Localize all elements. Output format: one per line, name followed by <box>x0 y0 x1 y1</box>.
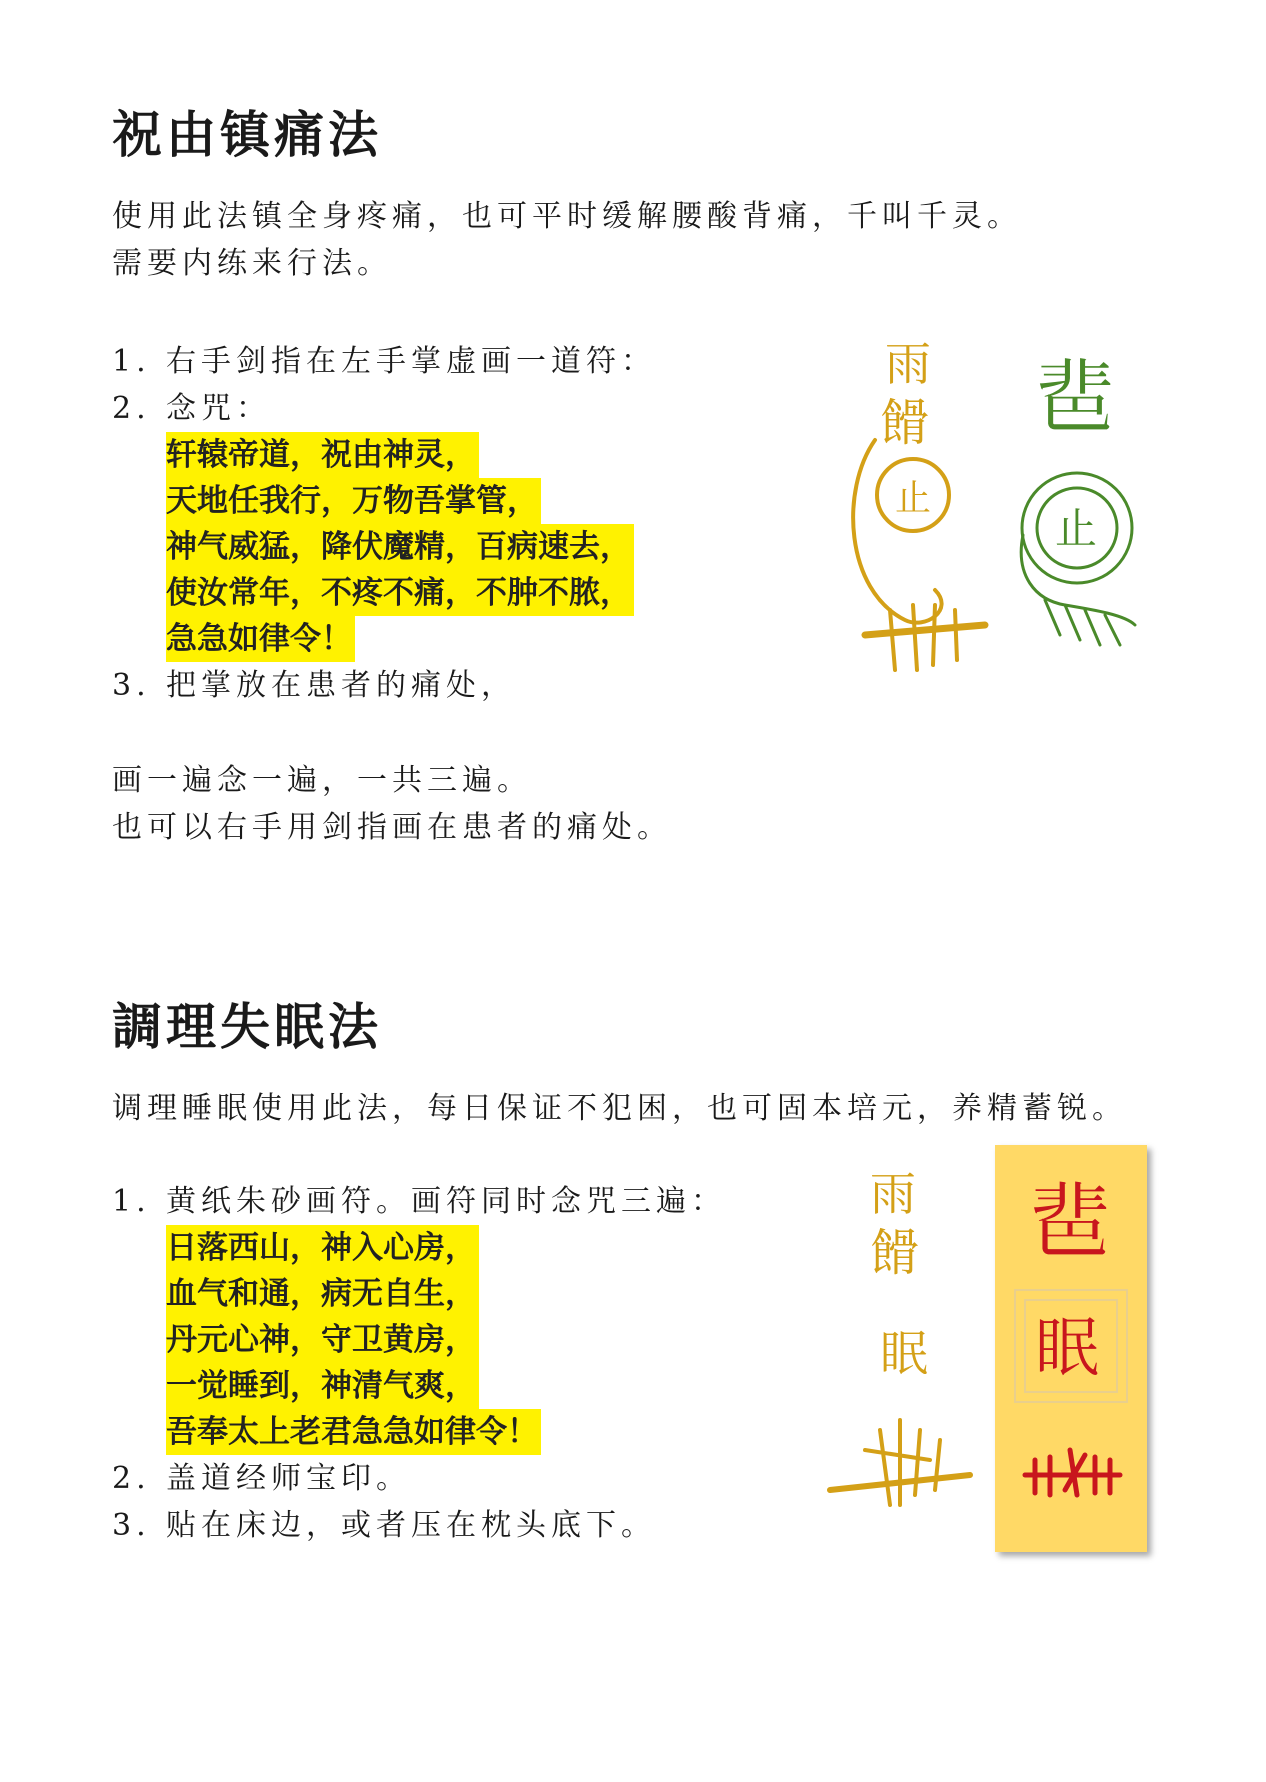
talisman-glyph: 止 <box>895 478 932 519</box>
intro-paragraph <box>112 1085 1127 1132</box>
outro-paragraph <box>112 757 672 851</box>
mantra-line: 使汝常年，不疼不痛，不肿不脓， <box>166 570 634 616</box>
talisman-glyph: 餶 <box>870 1224 920 1282</box>
section-title: 調理失眠法 <box>112 997 382 1056</box>
list-item: 3. 贴在床边，或者压在枕头底下。 <box>112 1508 656 1543</box>
mantra-line: 丹元心神，守卫黄房， <box>166 1317 479 1363</box>
steps-list <box>112 1178 726 1549</box>
mantra-line: 一觉睡到，神清气爽， <box>166 1363 479 1409</box>
outro-line: 画一遍念一遍，一共三遍。 <box>112 763 532 798</box>
talisman-glyph: 眠 <box>880 1326 929 1382</box>
talisman-gold-icon <box>820 1160 990 1520</box>
talisman-glyph: 止 <box>1055 504 1098 553</box>
talisman-glyph: 雨 <box>870 1167 916 1221</box>
list-item: 2. 念咒： <box>112 391 271 426</box>
mantra-block <box>112 1225 726 1455</box>
intro-line: 调理睡眠使用此法，每日保证不犯困，也可固本培元，养精蓄锐。 <box>112 1091 1127 1126</box>
intro-line: 需要内练来行法。 <box>112 246 392 281</box>
section-title: 祝由镇痛法 <box>112 105 382 164</box>
talisman-glyph: 雨 <box>885 337 931 391</box>
list-item: 2. 盖道经师宝印。 <box>112 1461 411 1496</box>
talisman-green-icon <box>1005 335 1165 665</box>
intro-line: 使用此法镇全身疼痛，也可平时缓解腰酸背痛，千叫千灵。 <box>112 199 1022 234</box>
section-pain-relief <box>112 95 382 167</box>
talisman-glyph: 𩇯 <box>1035 351 1115 444</box>
mantra-line: 天地任我行，万物吾掌管， <box>166 478 541 524</box>
intro-paragraph <box>112 193 1022 287</box>
talisman-glyph: 眠 <box>1035 1312 1099 1386</box>
talisman-gold-icon <box>835 330 1015 690</box>
mantra-line: 轩辕帝道，祝由神灵， <box>166 432 479 478</box>
list-item: 3. 把掌放在患者的痛处， <box>112 668 516 703</box>
outro-line: 也可以右手用剑指画在患者的痛处。 <box>112 810 672 845</box>
mantra-line: 血气和通，病无自生， <box>166 1271 479 1317</box>
mantra-line: 急急如律令！ <box>166 616 355 662</box>
mantra-line: 吾奉太上老君急急如律令！ <box>166 1409 541 1455</box>
talisman-paper <box>995 1145 1147 1552</box>
section-insomnia <box>112 987 382 1059</box>
mantra-line: 日落西山，神入心房， <box>166 1225 479 1271</box>
list-item: 1. 右手剑指在左手掌虚画一道符： <box>112 344 656 379</box>
mantra-line: 神气威猛，降伏魔精，百病速去， <box>166 524 634 570</box>
mantra-block <box>112 432 656 662</box>
steps-list <box>112 338 656 709</box>
talisman-paper-icon <box>995 1145 1147 1552</box>
talisman-glyph: 餶 <box>880 394 930 452</box>
list-item: 1. 黄纸朱砂画符。画符同时念咒三遍： <box>112 1184 726 1219</box>
talisman-glyph: 𩇯 <box>1029 1175 1112 1270</box>
